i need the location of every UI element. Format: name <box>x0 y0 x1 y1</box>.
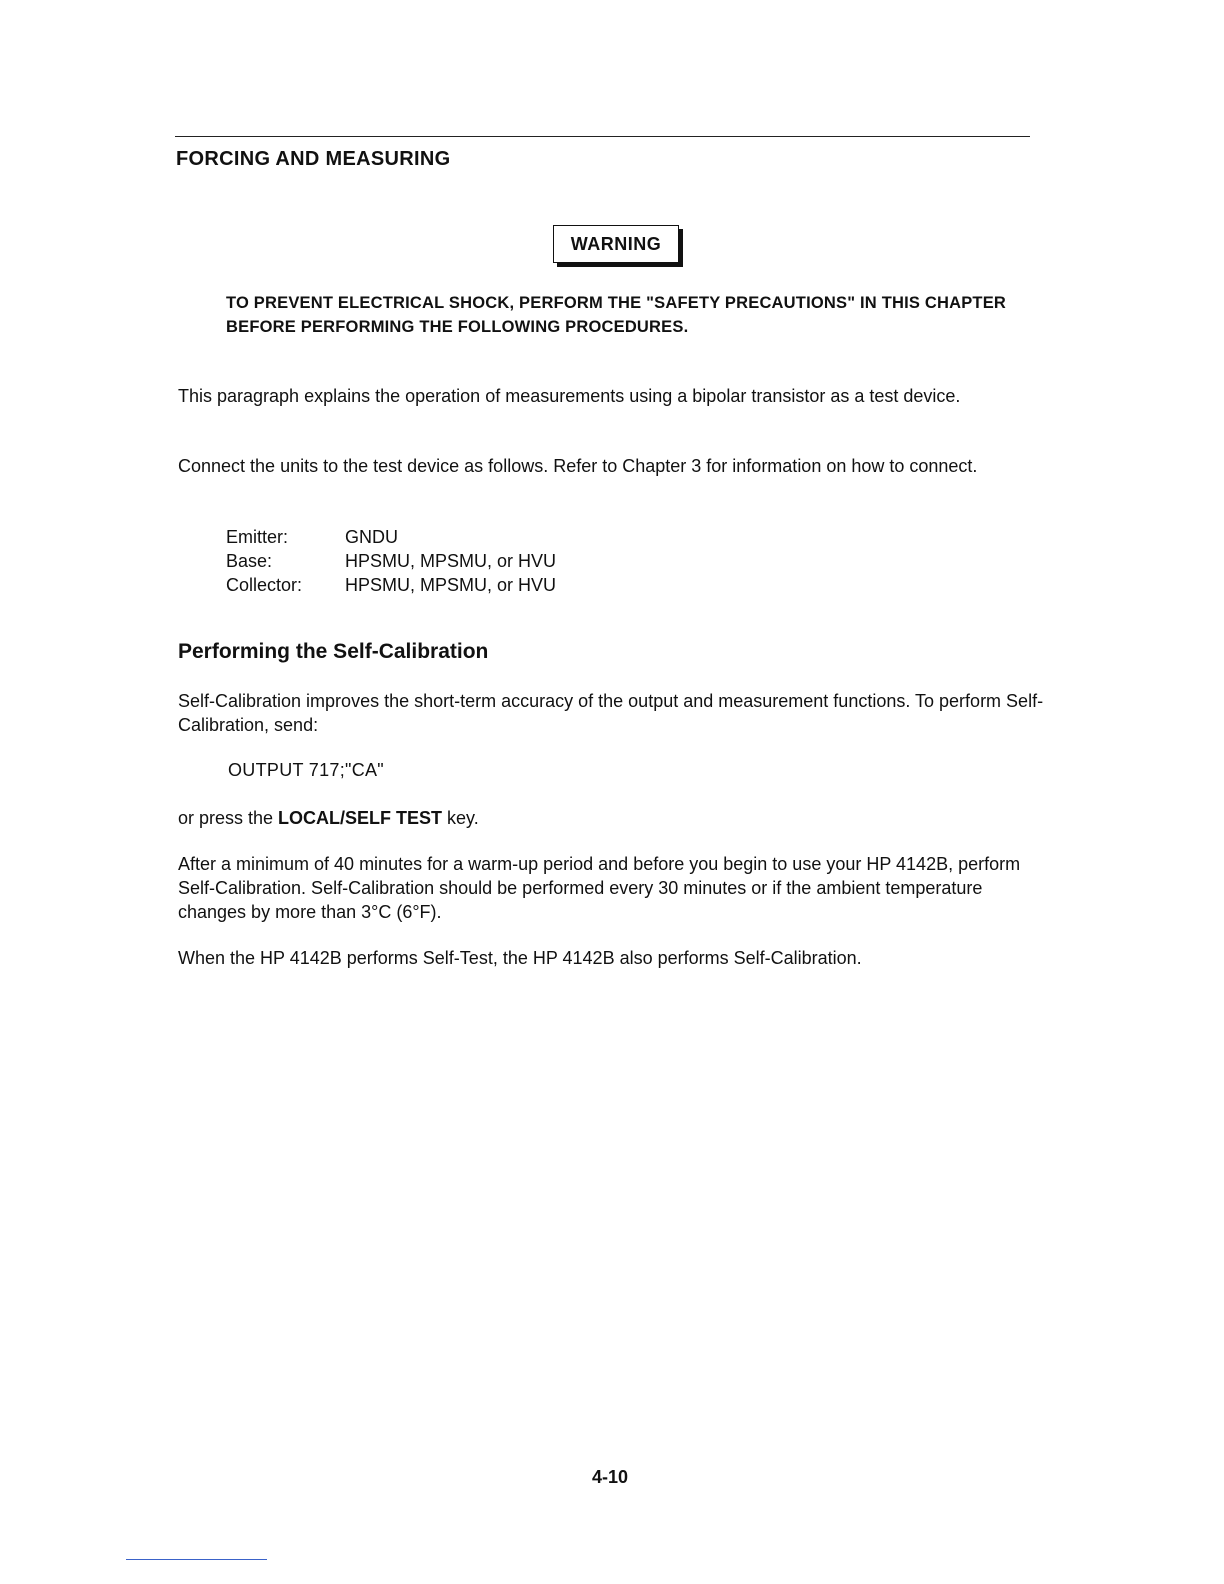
connection-row <box>226 525 556 549</box>
selftest-paragraph: When the HP 4142B performs Self-Test, the HP 4142B also performs Self-Calibration. <box>178 948 862 968</box>
warmup-paragraph: After a minimum of 40 minutes for a warm-up period and before you begin to use your HP 4142B, perform Self-Calibration. Self-Calibration should be performed every 30 minutes or if the ambient temperature changes by more than 3°C (6°F). <box>178 854 1021 922</box>
subsection-title: Performing the Self-Calibration <box>178 640 489 663</box>
key-suffix: key. <box>442 808 479 828</box>
connection-row <box>226 573 556 597</box>
selfcal-paragraph: Self-Calibration improves the short-term accuracy of the output and measurement functions. To perform Self-Calibration, send: <box>178 691 1044 735</box>
section-title: FORCING AND MEASURING <box>176 148 451 170</box>
bottom-rule <box>126 1559 267 1560</box>
connection-unit: HPSMU, MPSMU, or HVU <box>345 575 557 595</box>
connection-terminal: Base: <box>226 551 273 571</box>
command-text: OUTPUT 717;"CA" <box>228 760 384 780</box>
key-prefix: or press the <box>178 808 279 828</box>
connection-unit: GNDU <box>345 527 398 547</box>
connection-unit: HPSMU, MPSMU, or HVU <box>345 551 557 571</box>
intro-paragraph: This paragraph explains the operation of measurements using a bipolar transistor as a test device. <box>178 386 961 406</box>
key-name: LOCAL/SELF TEST <box>278 808 443 828</box>
connection-terminal: Collector: <box>226 575 303 595</box>
top-rule <box>175 136 1030 137</box>
warning-text: TO PREVENT ELECTRICAL SHOCK, PERFORM THE "SAFETY PRECAUTIONS" IN THIS CHAPTER BEFORE PERFORMING THE FOLLOWING PROCEDURES. <box>226 294 1007 336</box>
connection-table <box>226 525 556 597</box>
connect-paragraph: Connect the units to the test device as follows. Refer to Chapter 3 for information on how to connect. <box>178 456 978 476</box>
warning-label: WARNING <box>553 225 679 263</box>
page-number: 4-10 <box>591 1467 629 1487</box>
connection-terminal: Emitter: <box>226 527 289 547</box>
connection-row <box>226 549 556 573</box>
key-paragraph <box>178 806 1048 830</box>
